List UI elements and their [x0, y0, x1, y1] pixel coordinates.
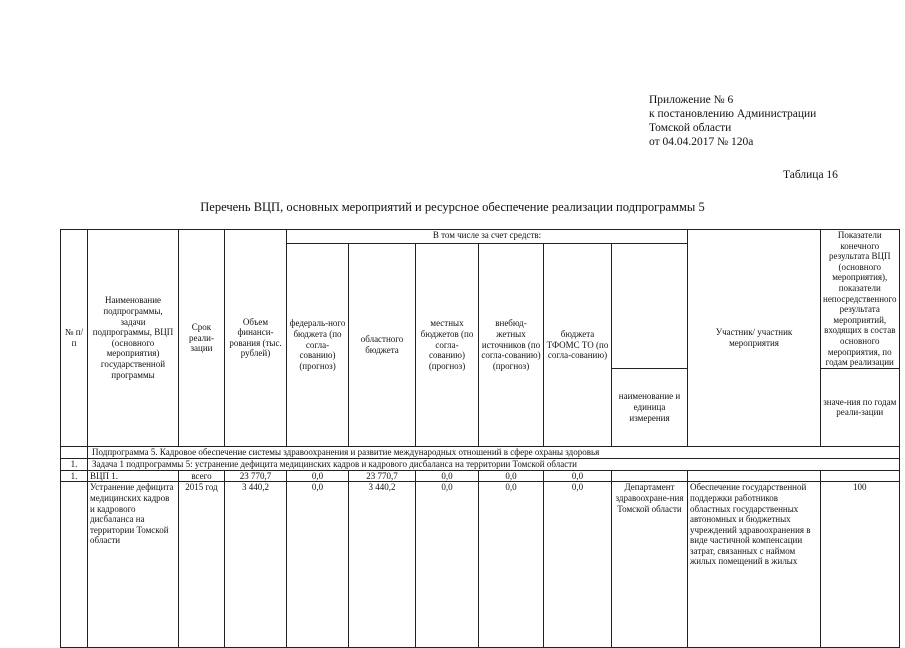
annex-note: [649, 93, 816, 149]
header-regional: областного бюджета: [349, 244, 416, 447]
subprogram-row: Подпрограмма 5. Кадровое обеспечение системы здравоохранения и развитие международных отношений в сфере охраны здоровья: [88, 446, 900, 458]
header-participant: Участник/ участник мероприятия: [688, 230, 821, 447]
header-offbudget: внебюд-жетных источников (по согла-сованию) (прогноз): [479, 244, 544, 447]
vcp-title: ВЦП 1.: [88, 470, 179, 482]
total-regional: 23 770,7: [349, 470, 416, 482]
header-including: В том числе за счет средств:: [287, 230, 688, 244]
header-federal: федераль-ного бюджета (по согла-сованию) (прогноз): [287, 244, 349, 447]
year-cell: 2015 год: [179, 482, 225, 648]
resource-table: [60, 229, 900, 648]
vcp-description: Устранение дефицита медицинских кадров и кадрового дисбаланса на территории Томской области: [88, 482, 179, 648]
indicator-cell: Обеспечение государственной поддержки работников областных государственных автономных и бюджетных учреждений здравоохранения в виде частичной компенсации затрат, связанных с наймом жилых помещений в жилых: [688, 482, 821, 648]
header-name: Наименование подпрограммы, задачи подпрограммы, ВЦП (основного мероприятия) государственной программы: [88, 230, 179, 447]
year-offbudget: 0,0: [479, 482, 544, 648]
total-local: 0,0: [416, 470, 479, 482]
header-indicator-name: наименование и единица измерения: [612, 368, 688, 446]
header-indicator-value: значе-ния по годам реали-зации: [821, 368, 900, 446]
document-title: Перечень ВЦП, основных мероприятий и ресурсное обеспечение реализации подпрограммы 5: [200, 200, 705, 214]
year-volume: 3 440,2: [225, 482, 287, 648]
total-tfoms: 0,0: [544, 470, 612, 482]
year-local: 0,0: [416, 482, 479, 648]
indicator-value: 100: [821, 482, 900, 648]
total-federal: 0,0: [287, 470, 349, 482]
header-tfoms: бюджета ТФОМС ТО (по согла-сованию): [544, 244, 612, 447]
year-tfoms: 0,0: [544, 482, 612, 648]
total-label: всего: [179, 470, 225, 482]
total-offbudget: 0,0: [479, 470, 544, 482]
year-federal: 0,0: [287, 482, 349, 648]
total-volume: 23 770,7: [225, 470, 287, 482]
header-term: Срок реали-зации: [179, 230, 225, 447]
annex-line-3: Томской области: [649, 122, 732, 134]
participant-cell: Департамент здравоохране-ния Томской области: [612, 482, 688, 648]
table-label: Таблица 16: [783, 169, 838, 181]
year-regional: 3 440,2: [349, 482, 416, 648]
header-indicators: Показатели конечного результата ВЦП (основного мероприятия), показатели непосредственного результата мероприятий, входящих в состав основного мероприятия, по годам реализации: [821, 230, 900, 369]
header-volume: Объем финанси-рования (тыс. рублей): [225, 230, 287, 447]
vcp-number: 1.: [61, 470, 88, 482]
header-num: № п/п: [61, 230, 88, 447]
annex-line-4: от 04.04.2017 № 120а: [649, 136, 754, 148]
annex-line-1: Приложение № 6: [649, 94, 734, 106]
header-local: местных бюджетов (по согла-сованию) (прогноз): [416, 244, 479, 447]
task-row: Задача 1 подпрограммы 5: устранение дефицита медицинских кадров и кадрового дисбаланса на территории Томской области: [88, 458, 900, 470]
annex-line-2: к постановлению Администрации: [649, 108, 817, 120]
task-number: 1.: [61, 458, 88, 470]
